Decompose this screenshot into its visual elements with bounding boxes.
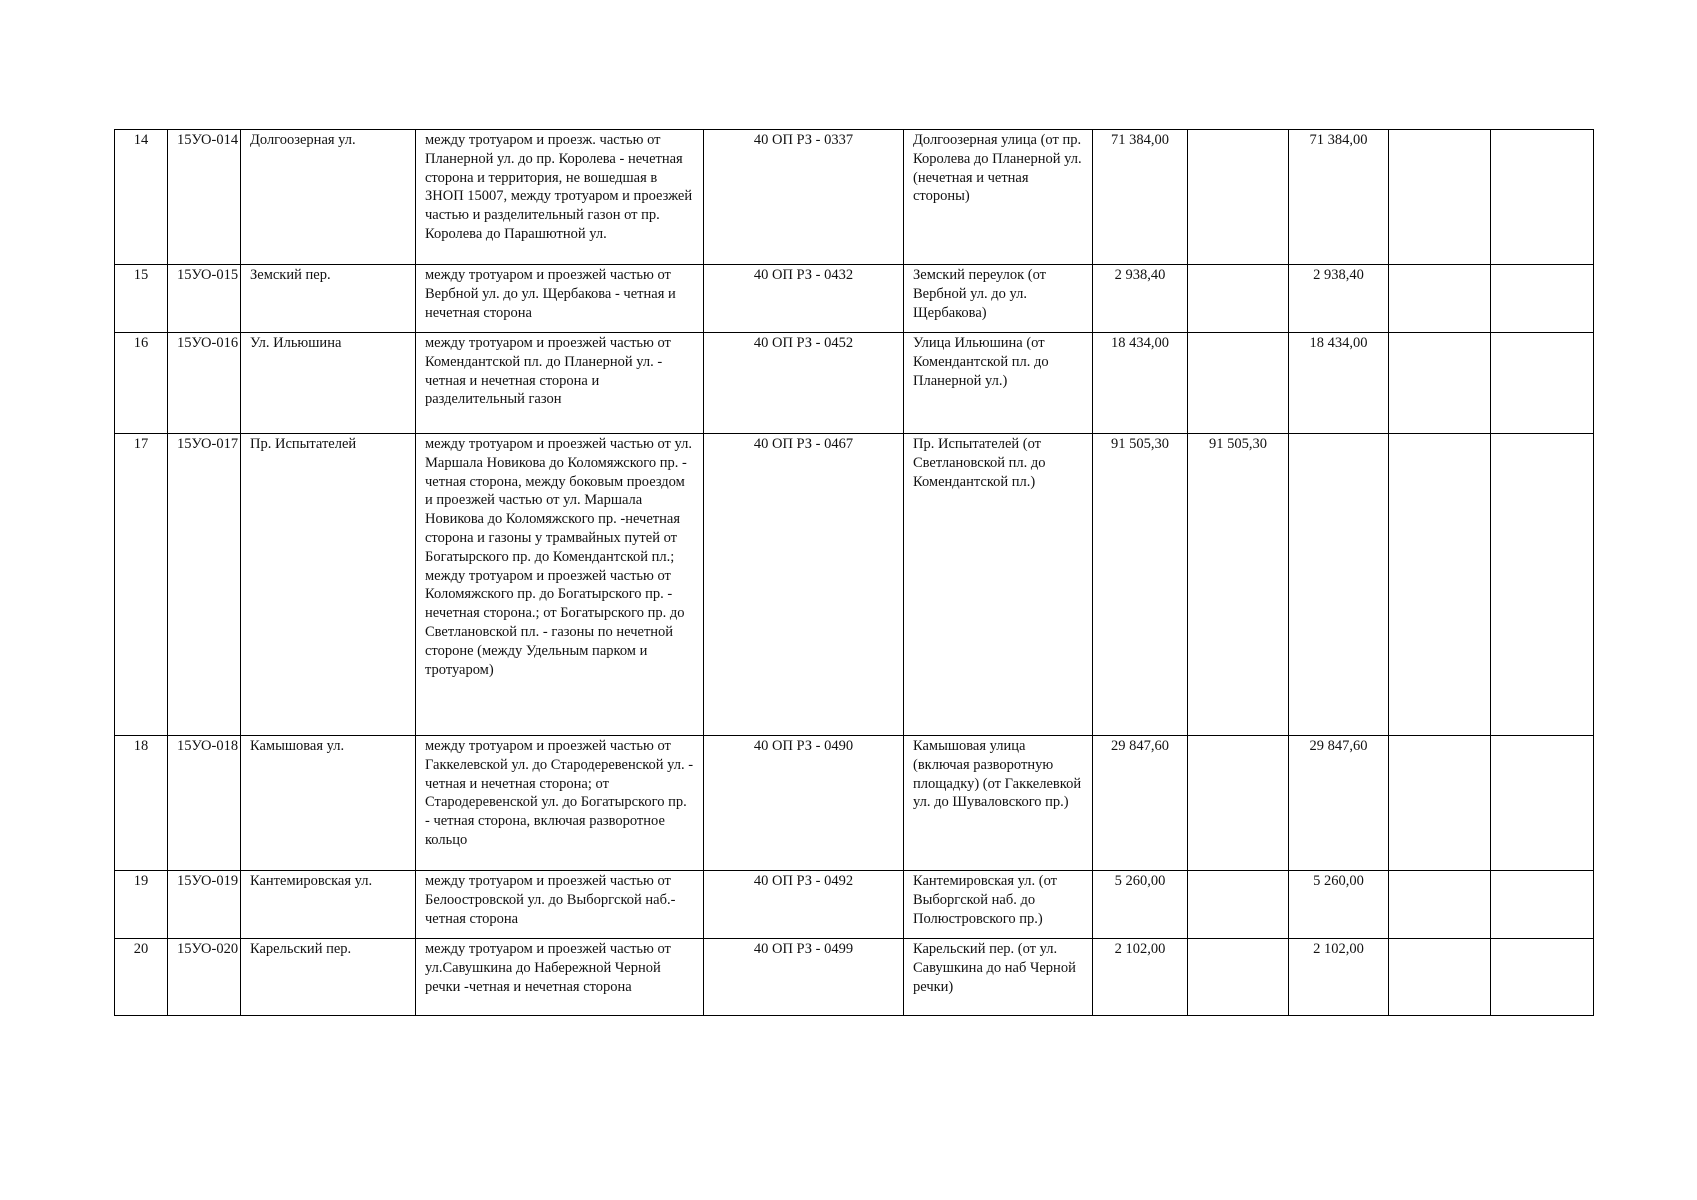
- total-area: 5 260,00: [1093, 871, 1188, 939]
- object-code: 15УО-018: [168, 736, 241, 871]
- road-name: Карельский пер. (от ул. Савушкина до наб Черной речки): [904, 939, 1093, 1016]
- row-number: 19: [115, 871, 168, 939]
- road-name: Кантемировская ул. (от Выборгской наб. до Полюстровского пр.): [904, 871, 1093, 939]
- area-value-c: [1389, 434, 1491, 736]
- road-name: Земский переулок (от Вербной ул. до ул. Щербакова): [904, 265, 1093, 333]
- registry-number: 40 ОП РЗ - 0499: [704, 939, 904, 1016]
- area-value-a: [1188, 736, 1289, 871]
- area-value-d: [1491, 939, 1594, 1016]
- registry-number: 40 ОП РЗ - 0452: [704, 333, 904, 434]
- registry-number: 40 ОП РЗ - 0467: [704, 434, 904, 736]
- total-area: 18 434,00: [1093, 333, 1188, 434]
- area-value-c: [1389, 736, 1491, 871]
- area-value-d: [1491, 871, 1594, 939]
- area-value-d: [1491, 434, 1594, 736]
- registry-number: 40 ОП РЗ - 0490: [704, 736, 904, 871]
- registry-number: 40 ОП РЗ - 0432: [704, 265, 904, 333]
- area-value-c: [1389, 939, 1491, 1016]
- table-row: [115, 265, 1594, 333]
- area-value-b: 2 938,40: [1289, 265, 1389, 333]
- area-description: между тротуаром и проезжей частью от Белоостровской ул. до Выборгской наб.- четная сторона: [416, 871, 704, 939]
- area-value-b: 5 260,00: [1289, 871, 1389, 939]
- total-area: 2 938,40: [1093, 265, 1188, 333]
- road-name: Камышовая улица (включая разворотную площадку) (от Гаккелевкой ул. до Шуваловского пр.): [904, 736, 1093, 871]
- area-description: между тротуаром и проезжей частью от ул. Маршала Новикова до Коломяжского пр. - четная сторона, между боковым проездом и проезжей частью от ул. Маршала Новикова до Коломяжского пр. -нечетная сторона и газоны у трамвайных путей от Богатырского пр. до Комендантской пл.; между тротуаром и проезжей частью от Коломяжского пр. до Богатырского пр. - нечетная сторона.; от Богатырского пр. до Светлановской пл. - газоны по нечетной стороне (между Удельным парком и тротуаром): [416, 434, 704, 736]
- street-name: Земский пер.: [241, 265, 416, 333]
- street-name: Долгоозерная ул.: [241, 130, 416, 265]
- area-description: между тротуаром и проезжей частью от Комендантской пл. до Планерной ул. - четная и нечетная сторона и разделительный газон: [416, 333, 704, 434]
- object-code: 15УО-017: [168, 434, 241, 736]
- street-name: Камышовая ул.: [241, 736, 416, 871]
- row-number: 14: [115, 130, 168, 265]
- total-area: 71 384,00: [1093, 130, 1188, 265]
- table-row: [115, 333, 1594, 434]
- area-value-b: 2 102,00: [1289, 939, 1389, 1016]
- street-name: Карельский пер.: [241, 939, 416, 1016]
- table-row: [115, 130, 1594, 265]
- table-row: [115, 871, 1594, 939]
- road-name: Пр. Испытателей (от Светлановской пл. до Комендантской пл.): [904, 434, 1093, 736]
- area-value-c: [1389, 265, 1491, 333]
- street-name: Кантемировская ул.: [241, 871, 416, 939]
- area-value-d: [1491, 333, 1594, 434]
- area-description: между тротуаром и проезжей частью от ул.Савушкина до Набережной Черной речки -четная и нечетная сторона: [416, 939, 704, 1016]
- object-code: 15УО-016: [168, 333, 241, 434]
- object-code: 15УО-019: [168, 871, 241, 939]
- total-area: 2 102,00: [1093, 939, 1188, 1016]
- road-name: Долгоозерная улица (от пр. Королева до Планерной ул. (нечетная и четная стороны): [904, 130, 1093, 265]
- green-zones-table: [114, 129, 1594, 1016]
- total-area: 29 847,60: [1093, 736, 1188, 871]
- table-row: [115, 434, 1594, 736]
- row-number: 15: [115, 265, 168, 333]
- area-value-d: [1491, 736, 1594, 871]
- street-name: Пр. Испытателей: [241, 434, 416, 736]
- area-value-b: 71 384,00: [1289, 130, 1389, 265]
- total-area: 91 505,30: [1093, 434, 1188, 736]
- table-row: [115, 736, 1594, 871]
- area-value-a: [1188, 871, 1289, 939]
- object-code: 15УО-014: [168, 130, 241, 265]
- area-value-c: [1389, 871, 1491, 939]
- road-name: Улица Ильюшина (от Комендантской пл. до Планерной ул.): [904, 333, 1093, 434]
- area-value-b: 18 434,00: [1289, 333, 1389, 434]
- object-code: 15УО-015: [168, 265, 241, 333]
- area-value-b: [1289, 434, 1389, 736]
- area-value-a: [1188, 130, 1289, 265]
- street-name: Ул. Ильюшина: [241, 333, 416, 434]
- table-row: [115, 939, 1594, 1016]
- area-description: между тротуаром и проезж. частью от Планерной ул. до пр. Королева - нечетная сторона и территория, не вошедшая в ЗНОП 15007, между тротуаром и проезжей частью и разделительный газон от пр. Королева до Парашютной ул.: [416, 130, 704, 265]
- area-value-c: [1389, 333, 1491, 434]
- row-number: 20: [115, 939, 168, 1016]
- row-number: 16: [115, 333, 168, 434]
- area-value-d: [1491, 265, 1594, 333]
- area-value-a: 91 505,30: [1188, 434, 1289, 736]
- area-value-a: [1188, 265, 1289, 333]
- object-code: 15УО-020: [168, 939, 241, 1016]
- area-description: между тротуаром и проезжей частью от Вербной ул. до ул. Щербакова - четная и нечетная сторона: [416, 265, 704, 333]
- registry-number: 40 ОП РЗ - 0492: [704, 871, 904, 939]
- area-value-d: [1491, 130, 1594, 265]
- area-value-c: [1389, 130, 1491, 265]
- row-number: 18: [115, 736, 168, 871]
- area-description: между тротуаром и проезжей частью от Гаккелевской ул. до Стародеревенской ул. - четная и нечетная сторона; от Стародеревенской ул. до Богатырского пр. - четная сторона, включая разворотное кольцо: [416, 736, 704, 871]
- row-number: 17: [115, 434, 168, 736]
- registry-number: 40 ОП РЗ - 0337: [704, 130, 904, 265]
- area-value-b: 29 847,60: [1289, 736, 1389, 871]
- area-value-a: [1188, 939, 1289, 1016]
- area-value-a: [1188, 333, 1289, 434]
